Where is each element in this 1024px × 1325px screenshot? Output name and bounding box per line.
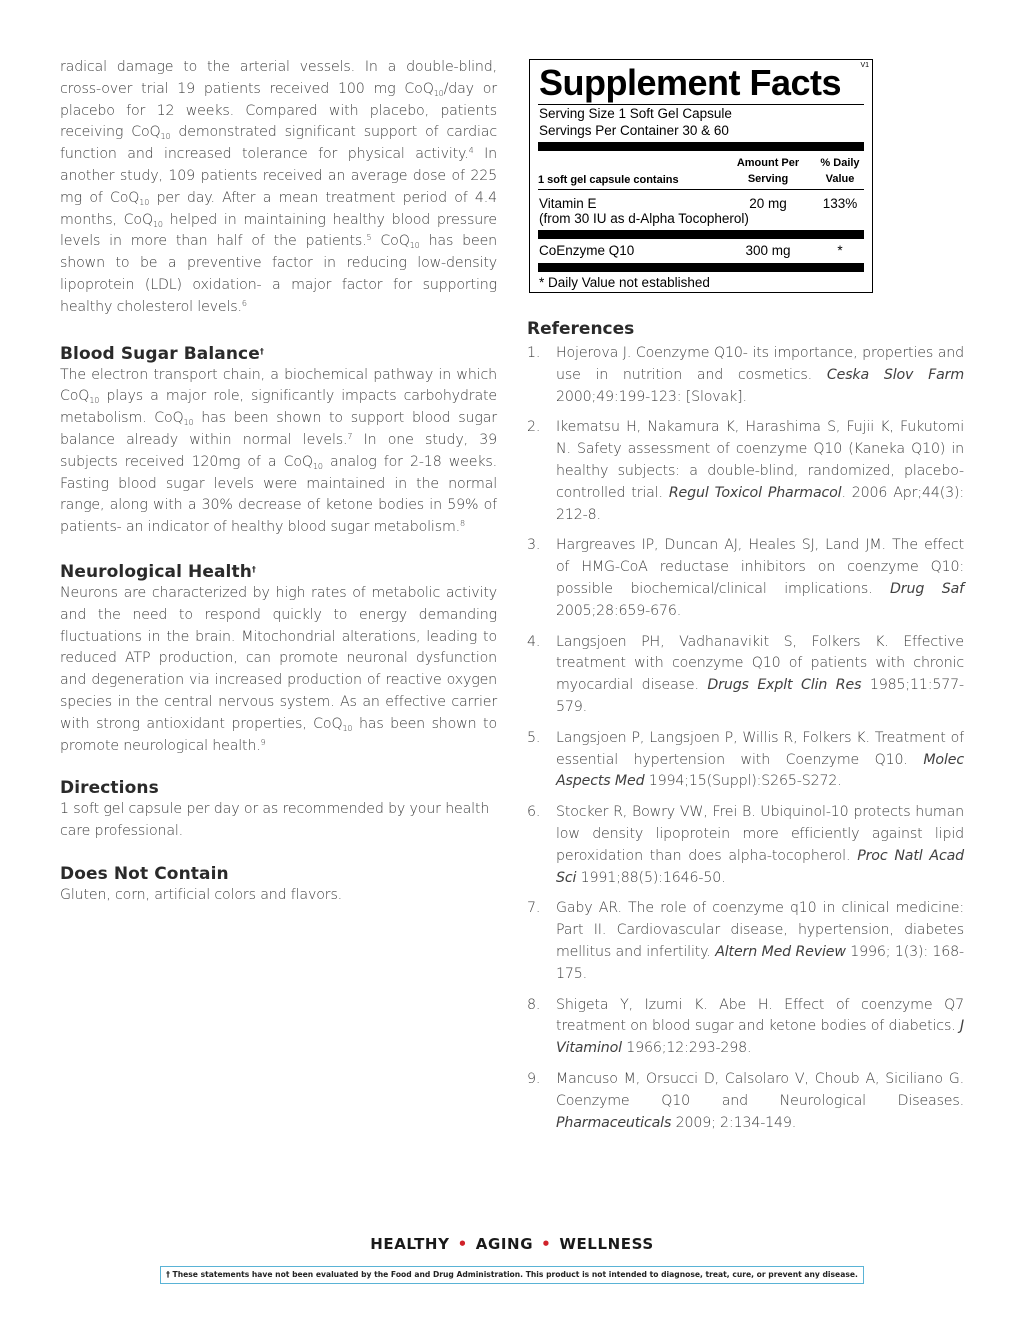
reference-number: 4. <box>527 633 541 650</box>
tagline: HEALTHY • AGING • WELLNESS <box>370 1235 654 1253</box>
reference-text: Shigeta Y, Izumi K. Abe H. Effect of coenzyme Q7 treatment on blood sugar and ketone bodies of diabetics. <box>556 996 964 1035</box>
facts-title: Supplement Facts <box>539 62 842 103</box>
reference-tail: 1994;15(Suppl):S265-S272. <box>644 773 842 790</box>
reference-item <box>527 1069 964 1134</box>
servings-per-container: Servings Per Container 30 & 60 <box>539 123 729 138</box>
facts-version: V1 <box>860 62 869 69</box>
reference-item <box>527 632 964 719</box>
directions-text: 1 soft gel capsule per day or as recommended by your health care professional. <box>60 801 490 840</box>
reference-item <box>527 728 964 793</box>
facts-thick-rule <box>538 142 864 151</box>
facts-header-dv: % Daily Value <box>820 157 860 185</box>
facts-row-name: Vitamin E <box>539 196 597 211</box>
reference-journal: Regul Toxicol Pharmacol <box>668 484 842 501</box>
reference-journal: Proc Natl Acad Sci <box>556 847 965 886</box>
facts-row-dv: 133% <box>822 196 858 211</box>
reference-tail: . 2006 Apr;44(3): 212-8. <box>556 484 964 523</box>
reference-number: 6. <box>527 804 541 821</box>
reference-tail: 1966;12:293-298. <box>621 1040 752 1057</box>
reference-text: Gaby AR. The role of coenzyme q10 in clinical medicine: Part II. Cardiovascular disease, hypertension, diabetes mellitus and infertility. <box>556 900 964 960</box>
fda-disclaimer: † These statements have not been evaluated by the Food and Drug Administration. This product is not intended to diagnose, treat, cure, or prevent any disease. <box>160 1266 864 1284</box>
serving-size: Serving Size 1 Soft Gel Capsule <box>539 106 732 121</box>
supplement-facts-panel <box>529 59 873 293</box>
reference-tail: 1985;11:577-579. <box>556 677 964 715</box>
reference-item <box>527 535 964 622</box>
reference-text: Mancuso M, Orsucci D, Calsolaro V, Choub A, Siciliano G. Coenzyme Q10 and Neurological Diseases. <box>556 1070 964 1109</box>
facts-rule <box>538 104 864 105</box>
reference-number: 2. <box>527 419 541 436</box>
reference-item <box>527 343 964 408</box>
facts-footnote: * Daily Value not established <box>539 275 710 290</box>
facts-row-name: CoEnzyme Q10 <box>539 243 635 258</box>
facts-row-amount: 300 mg <box>745 243 791 258</box>
facts-row-amount: 20 mg <box>749 196 787 211</box>
does-not-contain-text: Gluten, corn, artificial colors and flavors. <box>60 886 343 903</box>
reference-text: Langsjoen PH, Vadhanavikit S, Folkers K. Effective treatment with coenzyme Q10 of patients with chronic myocardial disease. <box>556 633 964 694</box>
facts-thick-rule <box>538 263 864 272</box>
directions-heading: Directions <box>60 778 159 799</box>
reference-text: Langsjoen P, Langsjoen P, Willis R, Folkers K. Treatment of essential hypertension with Coenzyme Q10. <box>556 729 964 768</box>
facts-rule <box>538 189 864 190</box>
reference-journal: Altern Med Review <box>715 943 846 960</box>
does-not-contain-heading: Does Not Contain <box>60 863 229 884</box>
blood-sugar-heading: Blood Sugar Balance† <box>60 343 264 364</box>
reference-item <box>527 995 964 1060</box>
reference-tail: 2000;49:199-123: [Slovak]. <box>556 388 747 405</box>
reference-journal: Molec Aspects Med <box>556 751 964 790</box>
reference-tail: 2009; 2:134-149. <box>671 1114 797 1131</box>
facts-header-amount: Amount Per Serving <box>736 157 800 185</box>
reference-tail: 1996; 1(3): 168-175. <box>556 943 965 982</box>
left-column <box>60 57 497 907</box>
reference-text: Hojerova J. Coenzyme Q10- its importance, properties and use in nutrition and cosmetics. <box>556 345 964 383</box>
reference-text: Ikematsu H, Nakamura K, Harashima S, Fujii K, Fukutomi N. Safety assessment of coenzyme Q10 (Kaneka Q10) in healthy subjects: a double-blind, randomized, placebo-controlled trial. <box>556 419 964 501</box>
facts-header-contains: 1 soft gel capsule contains <box>538 174 679 186</box>
intro-paragraph: radical damage to the arterial vessels. In a double-blind, cross-over trial 19 patients received 100 mg CoQ$_{10}$/day or placebo for 12 weeks. Compared with placebo, patients receiving CoQ$_{10}$ demonstrated significant support of cardiac function and increased tolerance for physical activity.$^4$ In another study, 109 patients received an average dose of 225 mg of CoQ$_{10}$ per day. After a mean treatment period of 4.4 months, CoQ$_{10}$ helped in maintaining healthy blood pressure levels in more than half of the patients.$^5$ CoQ$_{10}$ has been shown to be a preventive factor in reducing low-density lipoprotein (LDL) oxidation- a major factor for supporting healthy cholesterol levels.$^6$ <box>60 59 497 315</box>
reference-journal: Drugs Explt Clin Res <box>707 677 862 694</box>
reference-number: 1. <box>527 345 541 361</box>
reference-tail: 1991;88(5):1646-50. <box>576 869 726 886</box>
references-heading: References <box>527 319 635 339</box>
reference-item <box>527 417 964 526</box>
facts-row-sub: (from 30 IU as d-Alpha Tocopherol) <box>539 211 749 226</box>
reference-number: 3. <box>527 537 541 554</box>
reference-tail: 2005;28:659-676. <box>556 602 682 619</box>
reference-item <box>527 802 964 889</box>
facts-row-dv: * <box>837 243 843 258</box>
reference-number: 9. <box>527 1070 541 1087</box>
neuro-heading: Neurological Health† <box>60 561 257 582</box>
reference-journal: Ceska Slov Farm <box>826 366 964 383</box>
neuro-paragraph: Neurons are characterized by high rates of metabolic activity and the need to respond quickly to energy demanding fluctuations in the brain. Mitochondrial alterations, leading to reduced ATP production, can promote neuronal dysfunction and degeneration via increased production of reactive oxygen species in the central nervous system. As an effective carrier with strong antioxidant properties, CoQ$_{10}$ has been shown to promote neurological health.$^9$ <box>60 584 497 754</box>
references-section <box>527 318 964 1143</box>
reference-number: 8. <box>527 996 541 1013</box>
reference-text: Stocker R, Bowry VW, Frei B. Ubiquinol-10 protects human low density lipoprotein more efficiently against lipid peroxidation than does alpha-tocopherol. <box>556 804 964 864</box>
reference-journal: Drug Saf <box>890 580 964 597</box>
reference-number: 7. <box>527 900 541 917</box>
reference-text: Hargreaves IP, Duncan AJ, Heales SJ, Land JM. The effect of HMG-CoA reductase inhibitors on coenzyme Q10: possible biochemical/clinical implications. <box>556 537 964 597</box>
reference-number: 5. <box>527 729 541 746</box>
reference-journal: Pharmaceuticals <box>556 1114 672 1131</box>
facts-thick-rule <box>538 230 864 239</box>
blood-sugar-paragraph: The electron transport chain, a biochemical pathway in which CoQ$_{10}$ plays a major role, significantly impacts carbohydrate metabolism. CoQ$_{10}$ has been shown to support blood sugar balance already within normal levels.$^7$ In one study, 39 subjects received 120mg of a CoQ$_{10}$ analog for 2-18 weeks. Fasting blood sugar levels were maintained in the normal range, along with a 30% decrease of ketone bodies in 59% of patients- an indicator of healthy blood sugar metabolism.$^8$ <box>60 366 497 536</box>
references-list <box>527 343 964 1134</box>
reference-item <box>527 898 964 985</box>
reference-journal: J Vitaminol <box>556 1018 964 1057</box>
